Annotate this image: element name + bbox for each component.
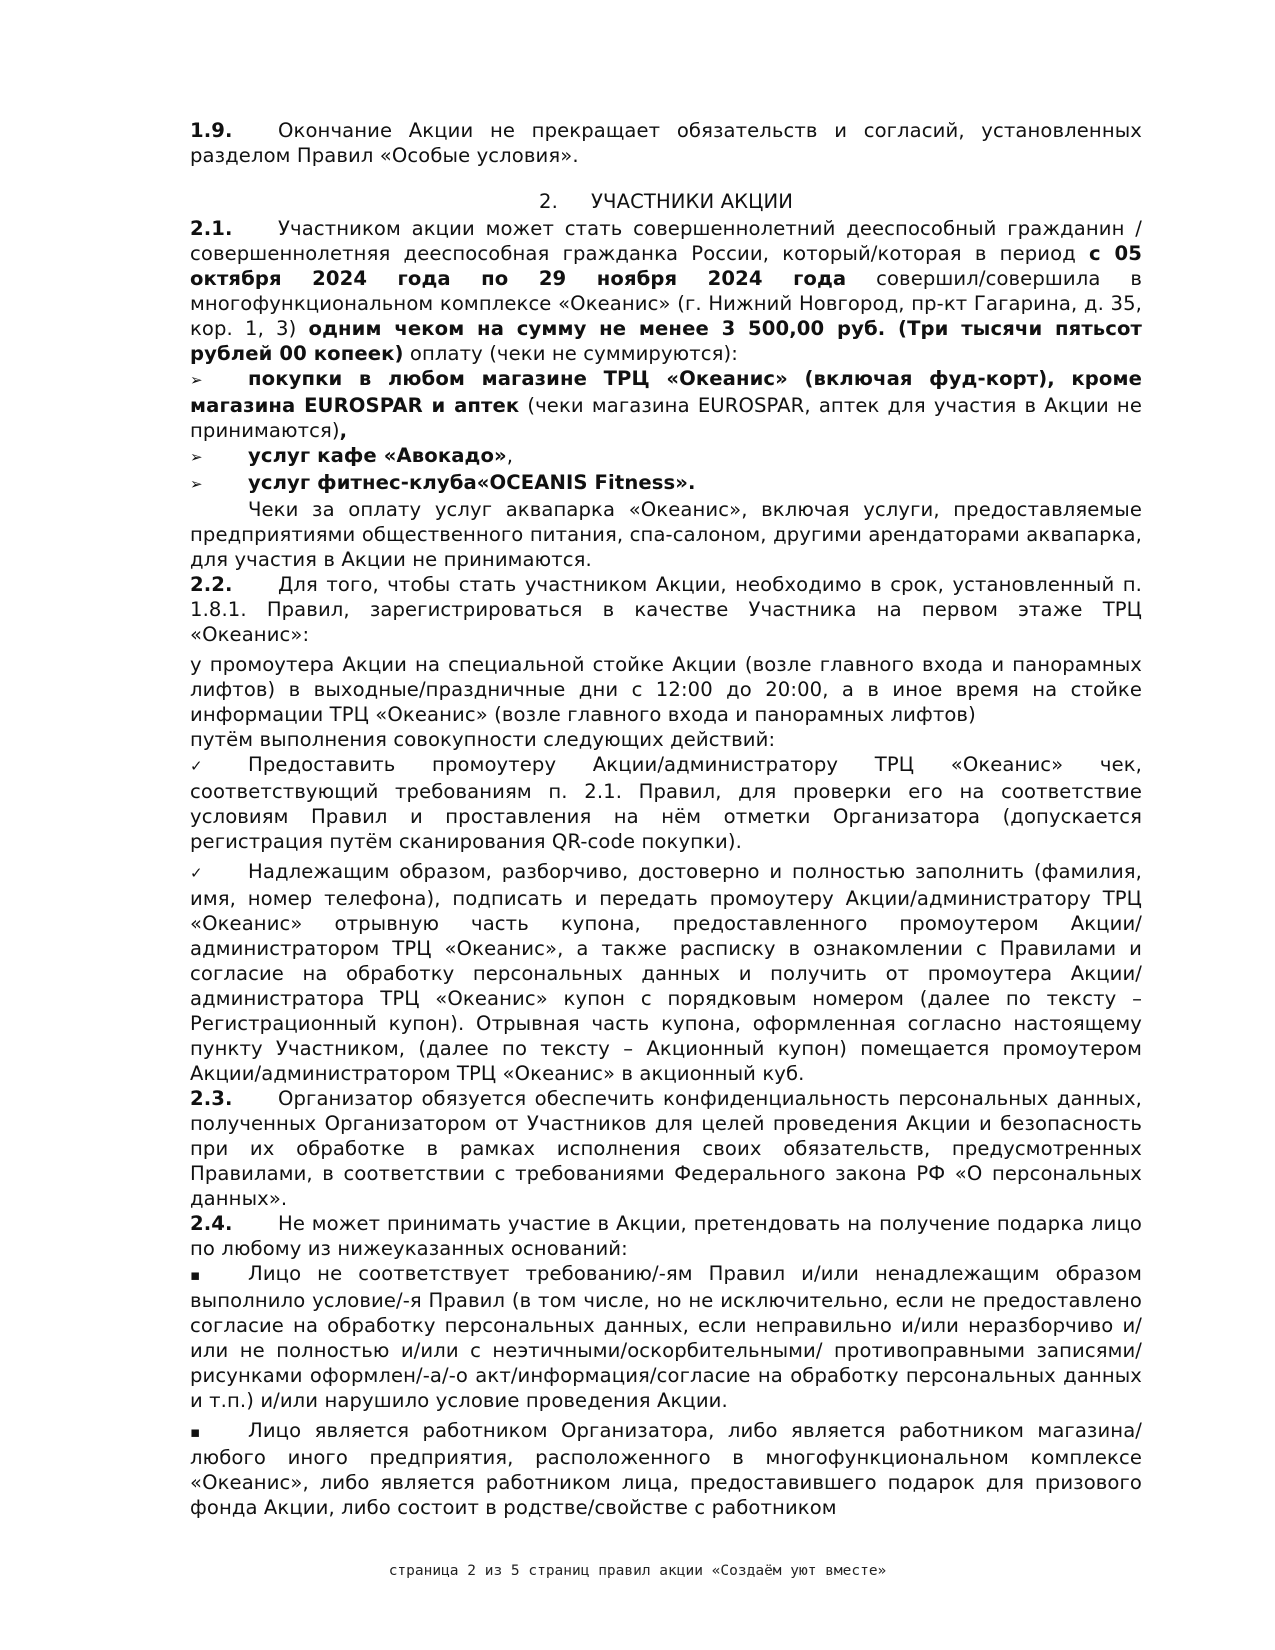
- clause-number: 2.4.: [190, 1212, 233, 1235]
- item-bold: покупки в любом магазине ТРЦ «Океанис» (включая фуд-корт), кроме магазина EUROSPAR и аптек: [190, 367, 1142, 417]
- paragraph-2-2: [190, 572, 1142, 647]
- list-item: [190, 366, 1142, 443]
- item-text: Лицо не соответствует требованию/-ям Правил и/или ненадлежащим образом выполнило условие/-я Правил (в том числе, но не исключительно, если не предоставлено согласие на обработку персональных данных, если неправильно и/или неразборчиво и/или не полностью и/или с неэтичными/оскорбительными/ противоправными записями/рисунками оформлен/-а/-о акт/информация/согласие на обработку персональных данных и т.п.) и/или нарушило условие проведения Акции.: [190, 1262, 1142, 1412]
- item-bold: услуг фитнес-клуба«OCEANIS Fitness».: [248, 471, 696, 494]
- section-title: УЧАСТНИКИ АКЦИИ: [591, 190, 793, 213]
- section-heading: [190, 189, 1142, 214]
- paragraph-2-1: [190, 216, 1142, 366]
- list-item: [190, 1261, 1142, 1413]
- item-tail: ,: [506, 444, 514, 467]
- check-bullet-icon: ✓: [190, 757, 203, 775]
- item-text: (чеки магазина EUROSPAR, аптек для участия в Акции не принимаются): [190, 394, 1142, 442]
- page-footer: страница 2 из 5 страниц правил акции «Создаём уют вместе»: [388, 1563, 887, 1579]
- paragraph-note: Чеки за оплату услуг аквапарка «Океанис», включая услуги, предоставляемые предприятиями общественного питания, спа-салоном, другими арендаторами аквапарка, для участия в Акции не принимаются.: [190, 498, 1142, 571]
- clause-text: совершил/совершила в многофункциональном комплексе «Океанис» (г. Нижний Новгород, пр-кт Гагарина, д. 35, кор. 1, 3): [190, 267, 1142, 340]
- section-number: 2.: [539, 190, 558, 213]
- list-item: [190, 752, 1142, 854]
- square-bullet-icon: ▪: [190, 1423, 201, 1441]
- clause-number: 1.9.: [190, 119, 233, 142]
- list-item: [190, 1418, 1142, 1520]
- document-body: [190, 118, 1142, 1520]
- square-bullet-icon: ▪: [190, 1266, 201, 1284]
- amount-bold: одним чеком на сумму не менее 3 500,00 руб. (Три тысячи пятьсот рублей 00 копеек): [190, 317, 1143, 365]
- clause-text: Окончание Акции не прекращает обязательств и согласий, установленных разделом Правил «Особые условия».: [190, 119, 1142, 167]
- paragraph-place: у промоутера Акции на специальной стойке Акции (возле главного входа и панорамных лифтов) в выходные/праздничные дни с 12:00 до 20:00, а в иное время на стойке информации ТРЦ «Океанис» (возле главного входа и панорамных лифтов): [190, 653, 1142, 726]
- clause-number: 2.2.: [190, 573, 233, 596]
- arrow-bullet-icon: ➢: [190, 448, 203, 466]
- arrow-bullet-icon: ➢: [190, 475, 203, 493]
- clause-number: 2.3.: [190, 1087, 233, 1110]
- paragraph-1-9: [190, 118, 1142, 168]
- clause-number: 2.1.: [190, 217, 233, 240]
- list-item: [190, 859, 1142, 1086]
- clause-text: Участником акции может стать совершеннолетний дееспособный гражданин / совершеннолетняя дееспособная гражданка России, который/которая в период: [190, 217, 1142, 265]
- paragraph-way: путём выполнения совокупности следующих действий:: [190, 728, 776, 751]
- item-bold: услуг кафе «Авокадо»: [248, 444, 507, 467]
- list-item: [190, 443, 1142, 470]
- list-item: [190, 470, 1142, 497]
- item-text: Надлежащим образом, разборчиво, достоверно и полностью заполнить (фамилия, имя, номер телефона), подписать и передать промоутеру Акции/администратору ТРЦ «Океанис» отрывную часть купона, предоставленного промоутером Акции/администратором ТРЦ «Океанис», а также расписку в ознакомлении с Правилами и согласие на обработку персональных данных и получить от промоутера Акции/администратора ТРЦ «Океанис» купон с порядковым номером (далее по тексту – Регистрационный купон). Отрывная часть купона, оформленная согласно настоящему пункту Участником, (далее по тексту – Акционный купон) помещается промоутером Акции/администратором ТРЦ «Океанис» в акционный куб.: [190, 860, 1142, 1085]
- paragraph-2-4: [190, 1211, 1142, 1261]
- arrow-bullet-icon: ➢: [190, 371, 203, 389]
- check-bullet-icon: ✓: [190, 864, 203, 882]
- clause-text: Для того, чтобы стать участником Акции, необходимо в срок, установленный п. 1.8.1. Правил, зарегистрироваться в качестве Участника на первом этаже ТРЦ «Океанис»:: [190, 573, 1142, 646]
- item-text: Лицо является работником Организатора, либо является работником магазина/любого иного предприятия, расположенного в многофункциональном комплексе «Океанис», либо является работником лица, предоставившего подарок для призового фонда Акции, либо состоит в родстве/свойстве с работником: [190, 1419, 1142, 1519]
- clause-text: оплату (чеки не суммируются):: [403, 342, 738, 365]
- item-tail: ,: [339, 419, 348, 442]
- paragraph-2-3: [190, 1086, 1142, 1211]
- period-bold: с 05 октября 2024 года по 29 ноября 2024 года: [190, 242, 1142, 290]
- item-text: Предоставить промоутеру Акции/администратору ТРЦ «Океанис» чек, соответствующий требованиям п. 2.1. Правил, для проверки его на соответствие условиям Правил и проставления на нём отметки Организатора (допускается регистрация путём сканирования QR-code покупки).: [190, 753, 1142, 853]
- clause-text: Организатор обязуется обеспечить конфиденциальность персональных данных, полученных Организатором от Участников для целей проведения Акции и безопасность при их обработке в рамках исполнения своих обязательств, предусмотренных Правилами, в соответствии с требованиями Федерального закона РФ «О персональных данных».: [190, 1087, 1142, 1210]
- clause-text: Не может принимать участие в Акции, претендовать на получение подарка лицо по любому из нижеуказанных оснований:: [190, 1212, 1142, 1260]
